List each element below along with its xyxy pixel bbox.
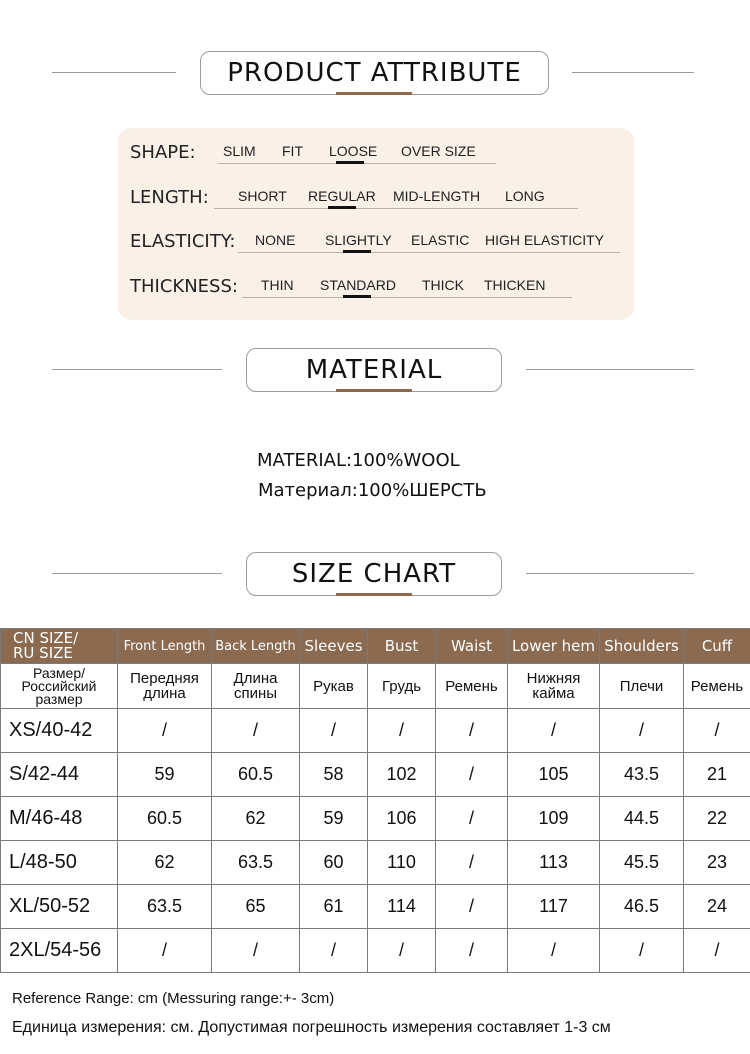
divider-left [52, 573, 222, 574]
divider-right [572, 72, 694, 73]
header-cell: Sleeves [300, 629, 368, 664]
value-cell: / [368, 929, 436, 973]
divider-left [52, 72, 176, 73]
value-cell: / [212, 929, 300, 973]
value-cell: 45.5 [600, 841, 684, 885]
header-cell: Передняя длина [118, 664, 212, 709]
value-cell: 117 [508, 885, 600, 929]
attribute-row-thickness [118, 274, 634, 304]
value-cell: 22 [684, 797, 750, 841]
attribute-option: SHORT [238, 188, 287, 204]
header-cell: Ремень [684, 664, 750, 709]
divider-left [52, 369, 222, 370]
size-chart-table [0, 628, 750, 973]
reference-range-note: Reference Range: cm (Messuring range:+- 3cm) [12, 990, 335, 1007]
value-cell: / [600, 709, 684, 753]
value-cell: / [436, 753, 508, 797]
attribute-label: LENGTH: [130, 187, 209, 208]
header-cell: Ремень [436, 664, 508, 709]
attribute-row-shape [118, 140, 634, 170]
header-cell: Bust [368, 629, 436, 664]
attribute-label: ELASTICITY: [130, 231, 236, 252]
option-baseline [214, 208, 578, 209]
table-row [1, 929, 750, 973]
size-cell: L/48-50 [1, 841, 118, 885]
value-cell: / [436, 841, 508, 885]
attribute-label: SHAPE: [130, 142, 196, 163]
value-cell: 43.5 [600, 753, 684, 797]
value-cell: 114 [368, 885, 436, 929]
selected-marker [328, 206, 356, 209]
size-cell: 2XL/54-56 [1, 929, 118, 973]
selected-marker [343, 295, 371, 298]
value-cell: 44.5 [600, 797, 684, 841]
value-cell: / [368, 709, 436, 753]
header-cell: Waist [436, 629, 508, 664]
value-cell: / [212, 709, 300, 753]
attribute-panel [118, 128, 634, 320]
value-cell: 60.5 [212, 753, 300, 797]
attribute-option: OVER SIZE [401, 143, 476, 159]
value-cell: 62 [118, 841, 212, 885]
attribute-option: FIT [282, 143, 303, 159]
value-cell: 65 [212, 885, 300, 929]
measurement-note-ru: Единица измерения: см. Допустимая погрешность измерения составляет 1-3 см [12, 1019, 611, 1036]
table-header-row-ru [1, 664, 750, 709]
value-cell: 23 [684, 841, 750, 885]
value-cell: 60 [300, 841, 368, 885]
header-cell: Нижняя кайма [508, 664, 600, 709]
value-cell: / [436, 709, 508, 753]
value-cell: 105 [508, 753, 600, 797]
attribute-option: LONG [505, 188, 545, 204]
value-cell: / [684, 709, 750, 753]
option-baseline [238, 252, 620, 253]
value-cell: / [436, 929, 508, 973]
title-underline [336, 593, 412, 596]
attribute-option: STANDARD [320, 277, 396, 293]
size-cell: XL/50-52 [1, 885, 118, 929]
attribute-option: THICK [422, 277, 464, 293]
value-cell: / [508, 709, 600, 753]
value-cell: / [508, 929, 600, 973]
attribute-row-elasticity [118, 229, 634, 259]
attribute-option: SLIGHTLY [325, 232, 392, 248]
attribute-option: LOOSE [329, 143, 378, 159]
table-row [1, 841, 750, 885]
attribute-option: REGULAR [308, 188, 376, 204]
value-cell: / [436, 797, 508, 841]
title-underline [336, 92, 412, 95]
value-cell: 61 [300, 885, 368, 929]
value-cell: 62 [212, 797, 300, 841]
value-cell: 59 [300, 797, 368, 841]
section-title: MATERIAL [305, 355, 443, 385]
attribute-label: THICKNESS: [130, 276, 238, 297]
value-cell: 110 [368, 841, 436, 885]
attribute-row-length [118, 185, 634, 215]
header-cell: Lower hem [508, 629, 600, 664]
header-cell: Грудь [368, 664, 436, 709]
value-cell: / [684, 929, 750, 973]
table-row [1, 709, 750, 753]
attribute-option: NONE [255, 232, 296, 248]
size-cell: M/46-48 [1, 797, 118, 841]
size-cell: S/42-44 [1, 753, 118, 797]
value-cell: / [300, 929, 368, 973]
header-cell: CN SIZE/ RU SIZE [1, 629, 118, 664]
value-cell: 24 [684, 885, 750, 929]
header-cell: Shoulders [600, 629, 684, 664]
attribute-option: MID-LENGTH [393, 188, 481, 204]
value-cell: 46.5 [600, 885, 684, 929]
value-cell: / [436, 885, 508, 929]
material-en: MATERIAL:100%WOOL [257, 450, 460, 471]
value-cell: / [300, 709, 368, 753]
selected-marker [336, 161, 364, 164]
table-header-row-en [1, 629, 750, 664]
material-ru: Материал:100%ШЕРСТЬ [258, 480, 487, 501]
option-baseline [242, 297, 572, 298]
header-cell: Back Length [212, 629, 300, 664]
header-cell: Рукав [300, 664, 368, 709]
section-title-pill [200, 51, 549, 95]
section-title-pill [246, 552, 502, 596]
header-cell: Длина спины [212, 664, 300, 709]
attribute-option: SLIM [223, 143, 256, 159]
attribute-option: ELASTIC [411, 232, 470, 248]
value-cell: 63.5 [118, 885, 212, 929]
title-underline [336, 389, 412, 392]
value-cell: 60.5 [118, 797, 212, 841]
value-cell: 102 [368, 753, 436, 797]
attribute-option: THICKEN [484, 277, 546, 293]
table-row [1, 753, 750, 797]
value-cell: 106 [368, 797, 436, 841]
value-cell: 109 [508, 797, 600, 841]
header-cell: Front Length [118, 629, 212, 664]
header-cell: Размер/ Российский размер [1, 664, 118, 709]
divider-right [526, 573, 694, 574]
divider-right [526, 369, 694, 370]
header-cell: Cuff [684, 629, 750, 664]
value-cell: 63.5 [212, 841, 300, 885]
table-row [1, 885, 750, 929]
table-row [1, 797, 750, 841]
value-cell: 58 [300, 753, 368, 797]
attribute-option: HIGH ELASTICITY [485, 232, 605, 248]
value-cell: / [118, 929, 212, 973]
value-cell: 113 [508, 841, 600, 885]
value-cell: 21 [684, 753, 750, 797]
attribute-option: THIN [261, 277, 294, 293]
section-title: PRODUCT ATTRIBUTE [227, 58, 522, 88]
section-title: SIZE CHART [291, 559, 457, 589]
value-cell: 59 [118, 753, 212, 797]
header-cell: Плечи [600, 664, 684, 709]
selected-marker [343, 250, 371, 253]
size-cell: XS/40-42 [1, 709, 118, 753]
value-cell: / [118, 709, 212, 753]
section-title-pill [246, 348, 502, 392]
value-cell: / [600, 929, 684, 973]
